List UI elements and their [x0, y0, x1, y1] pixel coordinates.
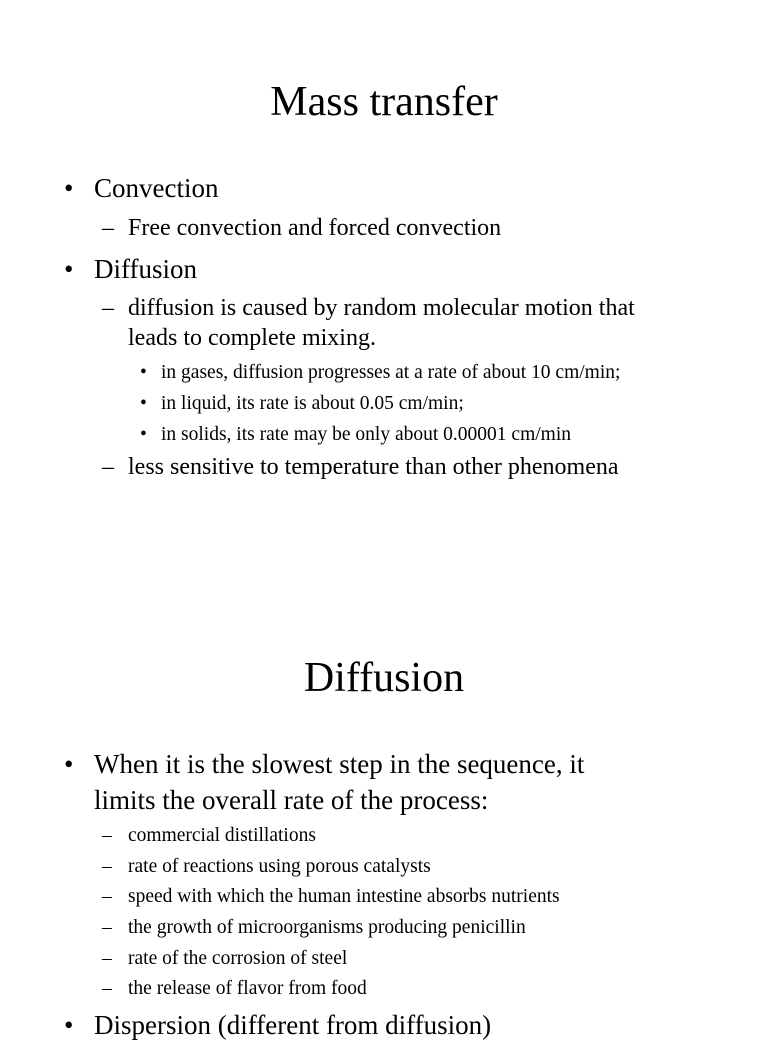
bullet-marker: •: [140, 424, 147, 445]
example-text: rate of reactions using porous catalysts: [128, 856, 431, 877]
dash-marker: –: [102, 917, 112, 938]
slide-title: Mass transfer: [270, 79, 498, 125]
sub-bullet-text: leads to complete mixing.: [128, 325, 376, 351]
sub-bullet-text: Free convection and forced convection: [128, 215, 502, 241]
bullet-text: Convection: [94, 173, 219, 203]
dash-marker: –: [102, 886, 112, 907]
bullet-text: When it is the slowest step in the sequence, it: [94, 749, 585, 779]
bullet-text: Dispersion (different from diffusion): [94, 1010, 492, 1040]
bullet-marker: •: [140, 393, 147, 414]
bullet-marker: •: [64, 1010, 74, 1040]
sub-bullet-text: less sensitive to temperature than other phenomena: [128, 454, 619, 480]
dash-marker: –: [102, 978, 112, 999]
bullet-marker: •: [140, 362, 147, 383]
example-text: the release of flavor from food: [128, 978, 367, 999]
dash-marker: –: [102, 948, 112, 969]
dash-marker: –: [102, 825, 112, 846]
bullet-text: Diffusion: [94, 254, 198, 284]
example-text: commercial distillations: [128, 825, 316, 846]
example-text: the growth of microorganisms producing penicillin: [128, 917, 526, 938]
rate-text: in solids, its rate may be only about 0.00001 cm/min: [161, 424, 571, 445]
dash-marker: –: [102, 215, 114, 241]
bullet-marker: •: [64, 254, 74, 284]
slide-title: Diffusion: [303, 655, 465, 701]
bullet-marker: •: [64, 173, 74, 203]
dash-marker: –: [102, 856, 112, 877]
example-text: rate of the corrosion of steel: [128, 948, 348, 969]
bullet-text: limits the overall rate of the process:: [94, 785, 489, 815]
rate-text: in liquid, its rate is about 0.05 cm/min;: [161, 393, 464, 414]
slide-diffusion: [0, 576, 768, 1040]
sub-bullet-text: diffusion is caused by random molecular motion that: [128, 295, 635, 321]
dash-marker: –: [102, 295, 114, 321]
dash-marker: –: [102, 454, 114, 480]
rate-text: in gases, diffusion progresses at a rate of about 10 cm/min;: [161, 362, 621, 383]
example-text: speed with which the human intestine absorbs nutrients: [128, 886, 560, 907]
bullet-marker: •: [64, 749, 74, 779]
